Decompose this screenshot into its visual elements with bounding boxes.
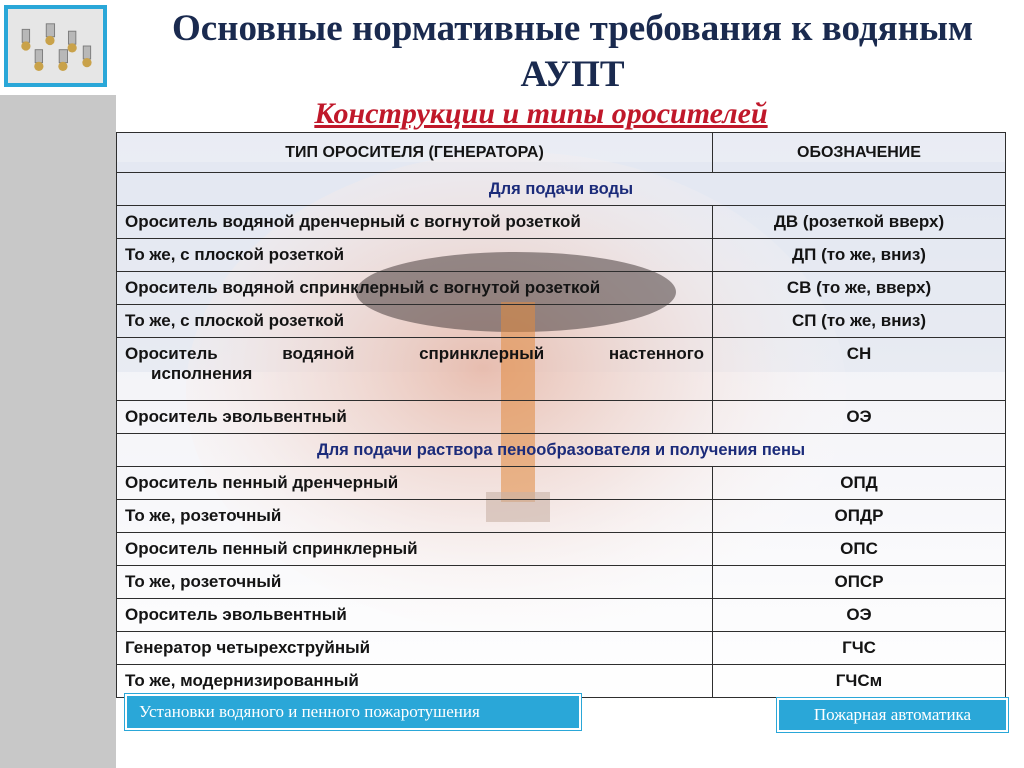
row-code: ОПСР	[713, 566, 1006, 599]
table-row	[117, 338, 1006, 401]
row-code: СВ (то же, вверх)	[713, 272, 1006, 305]
row-name-line-2: исполнения	[151, 364, 253, 383]
row-name: То же, розеточный	[117, 500, 713, 533]
row-code: ОПДР	[713, 500, 1006, 533]
row-name: Ороситель эвольвентный	[117, 401, 713, 434]
section-title-foam: Для подачи раствора пенообразователя и получения пены	[117, 434, 1006, 467]
header-code: ОБОЗНАЧЕНИЕ	[713, 133, 1006, 173]
logo-image	[4, 5, 107, 87]
row-name: Ороситель эвольвентный	[117, 599, 713, 632]
header-type: ТИП ОРОСИТЕЛЯ (ГЕНЕРАТОРА)	[117, 133, 713, 173]
row-name: То же, модернизированный	[117, 665, 713, 698]
table-row	[117, 206, 1006, 239]
table-row	[117, 665, 1006, 698]
footer-link-fire-automation[interactable]: Пожарная автоматика	[777, 698, 1008, 732]
row-name-line-1	[125, 344, 704, 364]
table-row	[117, 566, 1006, 599]
section-row-water	[117, 173, 1006, 206]
row-code: ОПС	[713, 533, 1006, 566]
title-line-2: АУПТ	[520, 54, 625, 95]
row-code: ДП (то же, вниз)	[713, 239, 1006, 272]
row-code: СН	[713, 338, 1006, 401]
table-row	[117, 401, 1006, 434]
row-name: То же, розеточный	[117, 566, 713, 599]
page-title	[130, 6, 1015, 98]
table-row	[117, 500, 1006, 533]
row-name-word: водяной	[282, 344, 355, 363]
row-name: Ороситель водяной дренчерный с вогнутой розеткой	[117, 206, 713, 239]
section-title-water: Для подачи воды	[117, 173, 1006, 206]
row-name: Ороситель пенный дренчерный	[117, 467, 713, 500]
section-row-foam	[117, 434, 1006, 467]
row-code: СП (то же, вниз)	[713, 305, 1006, 338]
sprinkler-heads-photo-icon	[8, 9, 103, 83]
row-name: Ороситель пенный спринклерный	[117, 533, 713, 566]
page-subtitle: Конструкции и типы оросителей	[314, 97, 768, 130]
row-name: То же, с плоской розеткой	[117, 305, 713, 338]
row-code: ГЧС	[713, 632, 1006, 665]
table-row	[117, 533, 1006, 566]
footer-link-water-foam[interactable]: Установки водяного и пенного пожаротушения	[125, 694, 581, 730]
table-row	[117, 632, 1006, 665]
row-code: ОЭ	[713, 599, 1006, 632]
table-row	[117, 599, 1006, 632]
row-name: Ороситель водяной спринклерный с вогнутой розеткой	[117, 272, 713, 305]
row-name	[117, 338, 713, 401]
row-code: ОПД	[713, 467, 1006, 500]
row-code: ОЭ	[713, 401, 1006, 434]
row-name-word: Ороситель	[125, 344, 218, 363]
row-name-word: спринклерный	[419, 344, 545, 363]
row-code: ДВ (розеткой вверх)	[713, 206, 1006, 239]
row-code: ГЧСм	[713, 665, 1006, 698]
table-row	[117, 467, 1006, 500]
table-row	[117, 272, 1006, 305]
sprinkler-types-table	[116, 132, 1006, 698]
title-line-1: Основные нормативные требования к водяным	[171, 8, 974, 49]
row-name: Генератор четырехструйный	[117, 632, 713, 665]
row-name: То же, с плоской розеткой	[117, 239, 713, 272]
table-header-row	[117, 133, 1006, 173]
table-row	[117, 305, 1006, 338]
table-row	[117, 239, 1006, 272]
left-sidebar-band	[0, 95, 116, 768]
row-name-word: настенного	[608, 344, 704, 363]
